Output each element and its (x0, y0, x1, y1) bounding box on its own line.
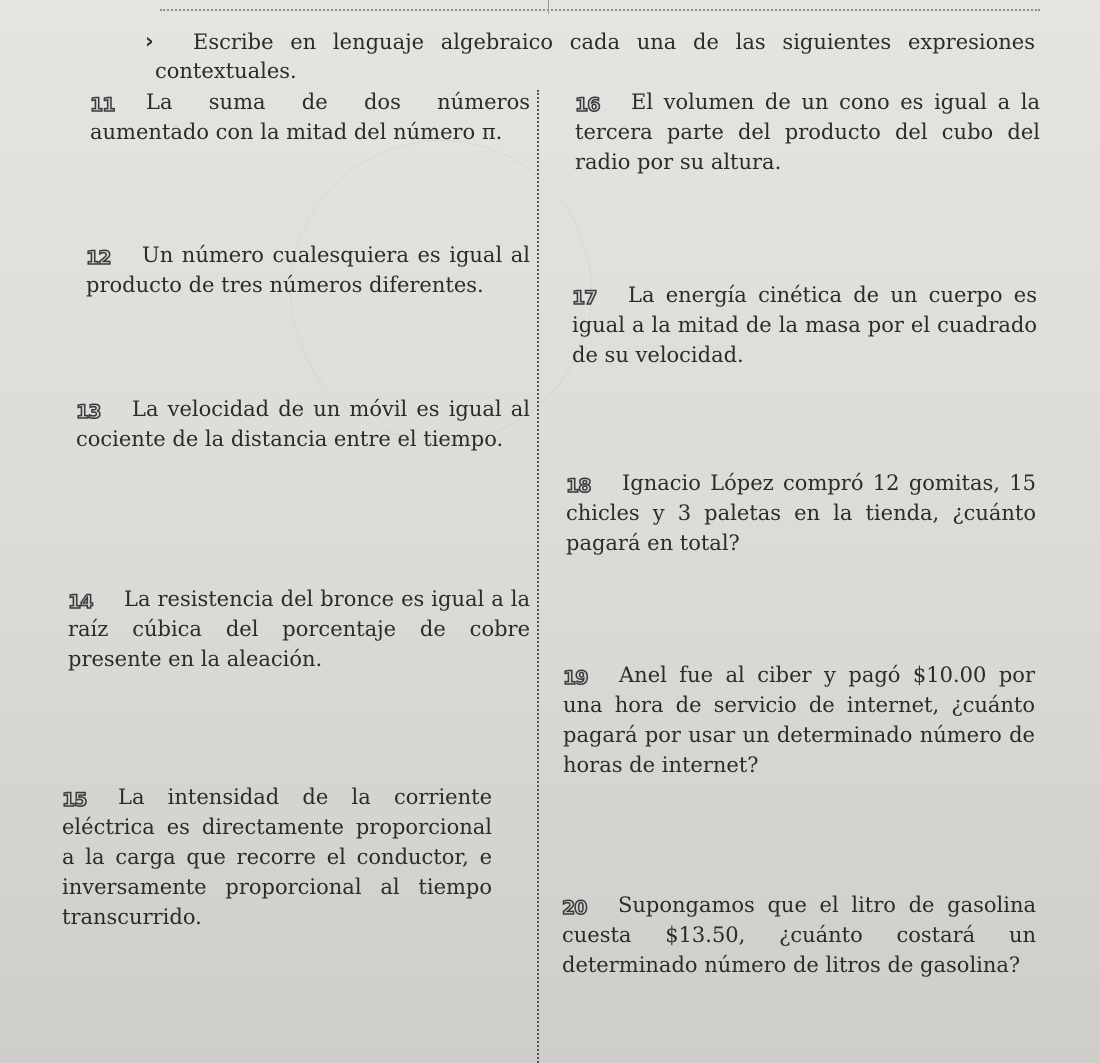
exercise-text: Un número cualesquiera es igual al producto de tres números diferentes. (86, 243, 530, 297)
exercise-number: 12 (86, 247, 111, 269)
exercise-number: 14 (68, 591, 93, 613)
top-tick-mark (548, 0, 549, 14)
exercise-number: 16 (575, 94, 600, 116)
exercise-19 (563, 660, 1035, 780)
chevron-right-icon: › (145, 29, 154, 53)
exercise-18 (566, 468, 1036, 558)
exercise-11 (90, 87, 530, 147)
exercise-12 (86, 240, 530, 300)
exercise-text: La suma de dos números aumentado con la mitad del número π. (90, 90, 530, 144)
exercise-number: 15 (62, 789, 87, 811)
exercise-13 (76, 394, 530, 454)
top-dotted-rule (160, 9, 1040, 11)
exercise-text: Anel fue al ciber y pagó $10.00 por una hora de servicio de internet, ¿cuánto pagará por usar un determinado número de horas de internet? (563, 663, 1035, 777)
exercise-15 (62, 782, 492, 932)
exercise-number: 11 (90, 94, 115, 116)
exercise-text: La velocidad de un móvil es igual al cociente de la distancia entre el tiempo. (76, 397, 530, 451)
exercise-16 (575, 87, 1040, 177)
exercise-text: La intensidad de la corriente eléctrica es directamente proporcional a la carga que recorre el conductor, e inversamente proporcional al tiempo transcurrido. (62, 785, 492, 929)
exercise-14 (68, 584, 530, 674)
exercise-number: 18 (566, 475, 591, 497)
exercise-text: La resistencia del bronce es igual a la raíz cúbica del porcentaje de cobre presente en la aleación. (68, 587, 530, 671)
exercise-20 (562, 890, 1036, 980)
exercise-text: Supongamos que el litro de gasolina cuesta $13.50, ¿cuánto costará un determinado número de litros de gasolina? (562, 893, 1036, 977)
exercise-number: 17 (572, 287, 597, 309)
exercise-17 (572, 280, 1037, 370)
exercise-text: La energía cinética de un cuerpo es igual a la mitad de la masa por el cuadrado de su velocidad. (572, 283, 1037, 367)
exercise-number: 13 (76, 401, 101, 423)
exercise-text: El volumen de un cono es igual a la tercera parte del producto del cubo del radio por su altura. (575, 90, 1040, 174)
exercise-number: 20 (562, 897, 587, 919)
instruction (145, 28, 1035, 86)
exercise-text: Ignacio López compró 12 gomitas, 15 chicles y 3 paletas en la tienda, ¿cuánto pagará en total? (566, 471, 1036, 555)
exercise-number: 19 (563, 667, 588, 689)
instruction-text: Escribe en lenguaje algebraico cada una de las siguientes expresiones contextuales. (155, 30, 1035, 83)
